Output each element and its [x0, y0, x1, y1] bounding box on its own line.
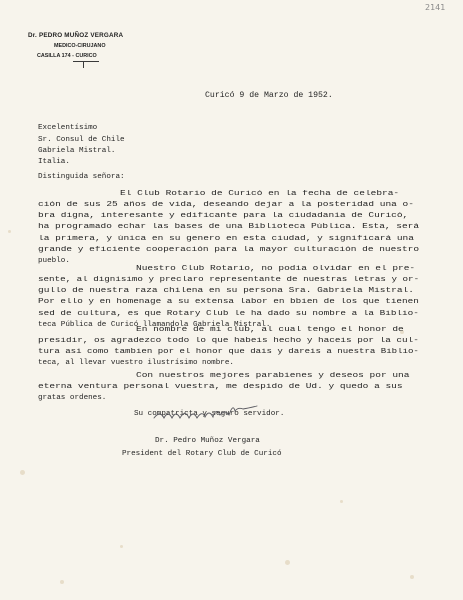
- paragraph-line: Con nuestros mejores parabienes y deseos por una: [136, 372, 410, 380]
- paragraph-line: teca Pública de Curicó llamandola Gabriela Mistral.: [38, 320, 271, 329]
- paper-stain: [340, 500, 343, 503]
- paragraph-line: eterna ventura personal vuestra, me despido de Ud. y quedo a sus: [38, 383, 403, 392]
- paragraph-line: Por ello y en homenage a su extensa labor en bbien de los que tienen: [38, 298, 419, 307]
- paragraph-line: teca, al llevar vuestro ilustrísimo nombre.: [38, 359, 234, 368]
- recipient-line: Excelentísimo: [38, 124, 98, 132]
- paragraph-line: sed de cultura, es que Rotary Club le ha dado su nombre a la Biblio-: [38, 309, 419, 318]
- paragraph-line: tura así como tambien por el honor que dais y dareis a nuestra Biblio-: [38, 348, 419, 357]
- paragraph-line: la primera, y única en su genero en esta ciudad, y significará una: [38, 234, 414, 243]
- paragraph-line: grande y eficiente cooperación para la mayor culturación de nuestro: [38, 245, 420, 254]
- paragraph-line: gratas ordenes.: [38, 394, 107, 403]
- paragraph-line: presidir, os agradezco todo lo que habeis hecho y haceis por la cul-: [38, 337, 419, 346]
- closing: Su compatricta y seguro servidor.: [134, 410, 285, 418]
- recipient-line: Gabriela Mistral.: [38, 147, 116, 155]
- letterhead-rule: [73, 61, 99, 62]
- paragraph-line: bra digna, interesante y edificante para la ciudadanía de Curicó,: [38, 212, 409, 221]
- archive-number: 2141: [425, 3, 446, 12]
- paragraph-line: sente, al dignísimo y preclaro representante de nuestras letras y or-: [38, 276, 420, 285]
- letter-date: Curicó 9 de Marzo de 1952.: [205, 91, 333, 100]
- paragraph-line: El Club Rotario de Curicó en la fecha de celebra-: [120, 190, 400, 198]
- paragraph-line: pueblo.: [38, 256, 70, 265]
- paragraph-line: ción de sus 25 años de vida, deseando dejar a la posteridad una o-: [38, 201, 414, 210]
- recipient-line: Sr. Consul de Chile: [38, 136, 125, 144]
- handwritten-signature: [150, 404, 270, 424]
- paragraph-line: gullo de nuestra raza chilena en su persona Sra. Gabriela Mistral.: [38, 287, 414, 296]
- recipient-line: Italia.: [38, 158, 70, 166]
- letterhead-rule: [83, 61, 84, 68]
- paper-stain: [285, 560, 290, 565]
- signature-role: President del Rotary Club de Curicó: [122, 450, 282, 458]
- paragraph-line: En nombre de mi club, al cual tengo el honor de: [136, 326, 404, 334]
- paragraph-line: ha programado echar las bases de una Biblioteca Pública. Esta, será: [38, 223, 420, 232]
- paper-stain: [60, 580, 64, 584]
- salutation: Distinguida señora:: [38, 173, 125, 181]
- paper-stain: [120, 545, 123, 548]
- paragraph-line: Nuestro Club Rotario, no podía olvidar en el pre-: [136, 265, 416, 273]
- letterhead-address: CASILLA 174 - CURICO: [37, 53, 97, 59]
- letterhead-name: Dr. PEDRO MUÑOZ VERGARA: [28, 32, 124, 39]
- paper-stain: [20, 470, 25, 475]
- signature-name: Dr. Pedro Muñoz Vergara: [155, 437, 260, 445]
- paper-stain: [8, 230, 11, 233]
- letterhead-title: MEDICO-CIRUJANO: [54, 43, 106, 49]
- paper-stain: [410, 575, 414, 579]
